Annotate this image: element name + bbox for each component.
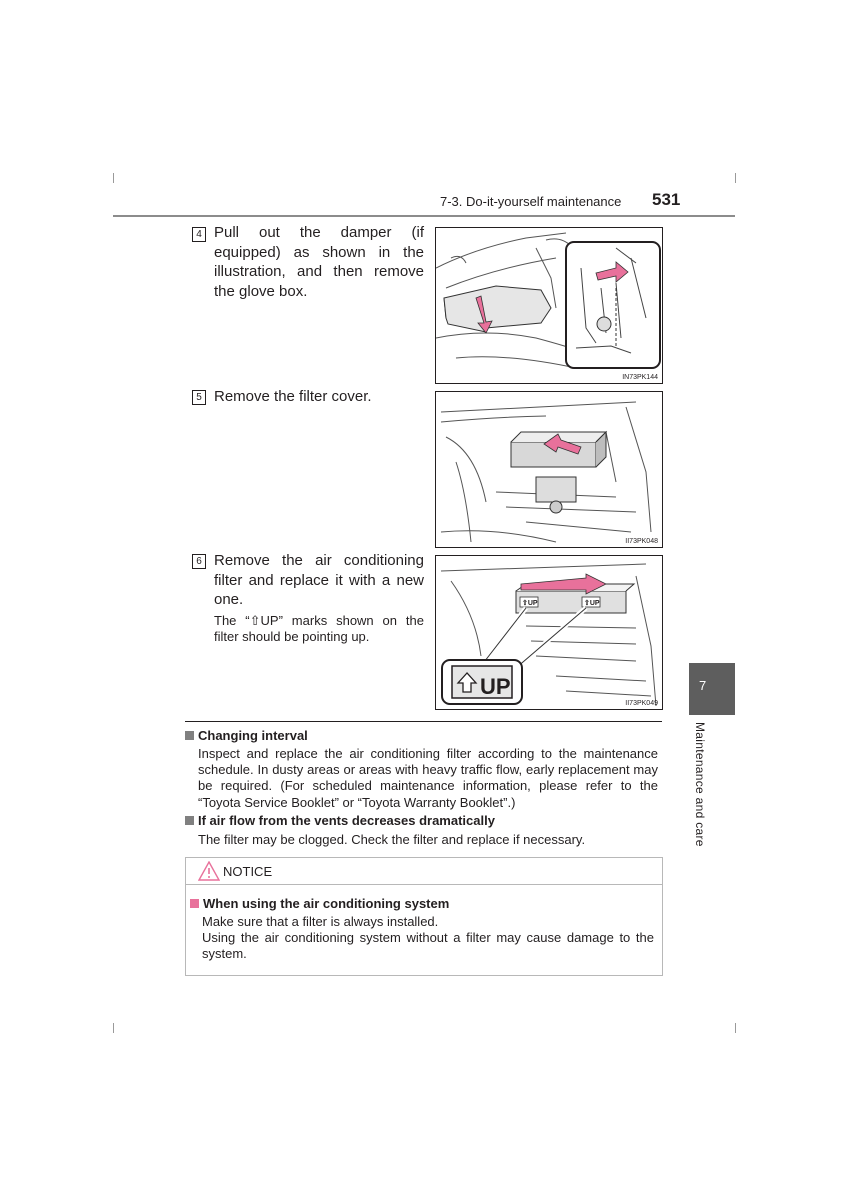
notice-line-1: Make sure that a filter is always installed. <box>202 914 439 929</box>
figure-glove-box <box>435 227 663 384</box>
svg-text:⇧UP: ⇧UP <box>584 600 600 607</box>
step-number-4: 4 <box>192 227 206 242</box>
figure-code-5: II73PK048 <box>625 538 658 545</box>
figure-filter-replace <box>435 555 663 710</box>
section-title: 7-3. Do-it-yourself maintenance <box>440 194 622 209</box>
section-divider <box>185 721 662 722</box>
step-number-6: 6 <box>192 554 206 569</box>
step-6-note: The “⇧UP” marks shown on the filter should be pointing up. <box>214 613 424 644</box>
page-number: 531 <box>652 190 681 209</box>
up-label: UP <box>480 674 511 699</box>
figure-filter-cover <box>435 391 663 548</box>
step-4-text: Pull out the damper (if equipped) as shown in the illustration, and then remove the glove box. <box>214 224 424 300</box>
warning-triangle-icon <box>198 861 220 881</box>
chapter-label: Maintenance and care <box>693 722 707 847</box>
notice-header <box>186 858 662 885</box>
step-6-text: Remove the air conditioning filter and replace it with a new one. <box>214 552 424 608</box>
notice-line-2: Using the air conditioning system without a filter may cause damage to the system. <box>202 930 654 962</box>
step-5-text: Remove the filter cover. <box>214 388 372 405</box>
section-body-changing-interval: Inspect and replace the air conditioning filter according to the maintenance schedule. In dusty areas or areas with heavy traffic flow, early replacement may be required. (For scheduled maintenance information, please refer to the “Toyota Service Booklet” or “Toyota Warranty Booklet”.) <box>198 746 658 810</box>
chapter-number: 7 <box>699 678 707 693</box>
figure-code-4: IN73PK144 <box>622 374 658 381</box>
crop-mark-bottom-left <box>113 1023 114 1033</box>
square-bullet-icon <box>190 899 199 908</box>
svg-text:⇧UP: ⇧UP <box>522 600 538 607</box>
notice-title: NOTICE <box>223 864 273 879</box>
square-bullet-icon <box>185 731 194 740</box>
crop-mark-bottom-right <box>735 1023 736 1033</box>
section-heading-air-flow: If air flow from the vents decreases dramatically <box>185 813 495 828</box>
crop-mark-top-right <box>735 173 736 183</box>
crop-mark-top-left <box>113 173 114 183</box>
header-rule <box>113 215 735 217</box>
section-heading-changing-interval: Changing interval <box>185 728 308 743</box>
section-body-air-flow: The filter may be clogged. Check the filter and replace if necessary. <box>198 832 586 847</box>
square-bullet-icon <box>185 816 194 825</box>
step-number-5: 5 <box>192 390 206 405</box>
notice-heading: When using the air conditioning system <box>190 896 449 911</box>
notice-box <box>185 857 663 976</box>
figure-code-6: II73PK049 <box>625 700 658 707</box>
chapter-tab <box>689 663 735 715</box>
